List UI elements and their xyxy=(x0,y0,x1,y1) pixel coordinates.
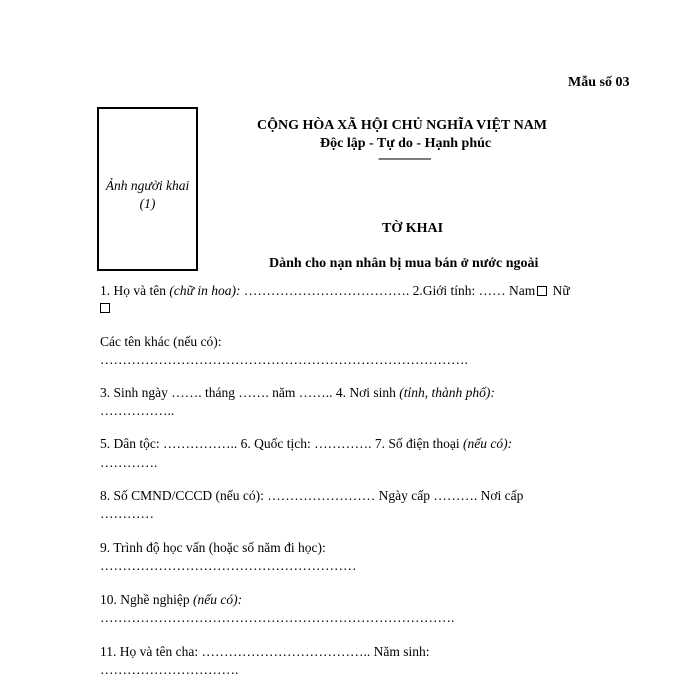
field-education: 9. Trình độ học vấn (hoặc số năm đi học): xyxy=(100,540,326,555)
field-ethnicity xyxy=(100,436,512,452)
form-subtitle: Dành cho nạn nhân bị mua bán ở nước ngoài xyxy=(269,256,539,271)
photo-label: Ảnh người khai xyxy=(105,178,190,193)
field-id-card: 8. Số CMND/CCCD (nếu có): …………………… Ngày cấp ………. Nơi cấp xyxy=(100,488,524,503)
field-education-dots: ………………………………………………… xyxy=(100,558,357,573)
field-other-names: Các tên khác (nếu có): xyxy=(100,334,222,349)
form-title: TỜ KHAI xyxy=(382,221,444,236)
field-father: 11. Họ và tên cha: ……………………………….. Năm sinh: xyxy=(100,644,430,659)
field-name-hint: (chữ in hoa): xyxy=(169,283,241,298)
field-other-names-dots: ………………………………………………………………………. xyxy=(100,352,468,367)
field-birth-dots: …………….. xyxy=(100,403,175,418)
field-phone-hint: (nếu có): xyxy=(462,436,513,451)
country-name: CỘNG HÒA XÃ HỘI CHỦ NGHĨA VIỆT NAM xyxy=(257,118,548,133)
female-label: Nữ xyxy=(549,283,570,298)
field-id-card-dots: ………… xyxy=(100,506,154,521)
field-occupation-hint: (nếu có): xyxy=(192,592,243,607)
field-birth xyxy=(100,385,495,401)
national-motto: Độc lập - Tự do - Hạnh phúc xyxy=(320,136,492,151)
field-name-gender-text: ………………………………. 2.Giới tính: …… Nam xyxy=(240,283,536,298)
field-ethnicity-dots: …………. xyxy=(100,455,158,470)
photo-placeholder xyxy=(97,107,198,271)
checkbox-male[interactable] xyxy=(537,286,547,296)
checkbox-female[interactable] xyxy=(100,303,110,313)
field-occupation-label: 10. Nghề nghiệp xyxy=(100,592,193,607)
motto-rule: --------------- xyxy=(378,150,431,165)
field-ethnicity-text: 5. Dân tộc: …………….. 6. Quốc tịch: …………. 7. Số điện thoại xyxy=(100,436,463,451)
field-occupation xyxy=(100,592,242,608)
field-father-dots: …………………………. xyxy=(100,662,239,677)
field-name-gender xyxy=(100,283,570,299)
photo-note: (1) xyxy=(139,196,156,211)
field-birthplace-hint: (tỉnh, thành phố): xyxy=(399,385,495,400)
field-name-label: 1. Họ và tên xyxy=(100,283,170,298)
field-occupation-dots: ……………………………………………………………………. xyxy=(100,610,455,625)
field-birth-text: 3. Sinh ngày ……. tháng ……. năm …….. 4. Nơi sinh xyxy=(100,385,400,400)
form-number: Mẫu số 03 xyxy=(568,75,630,90)
